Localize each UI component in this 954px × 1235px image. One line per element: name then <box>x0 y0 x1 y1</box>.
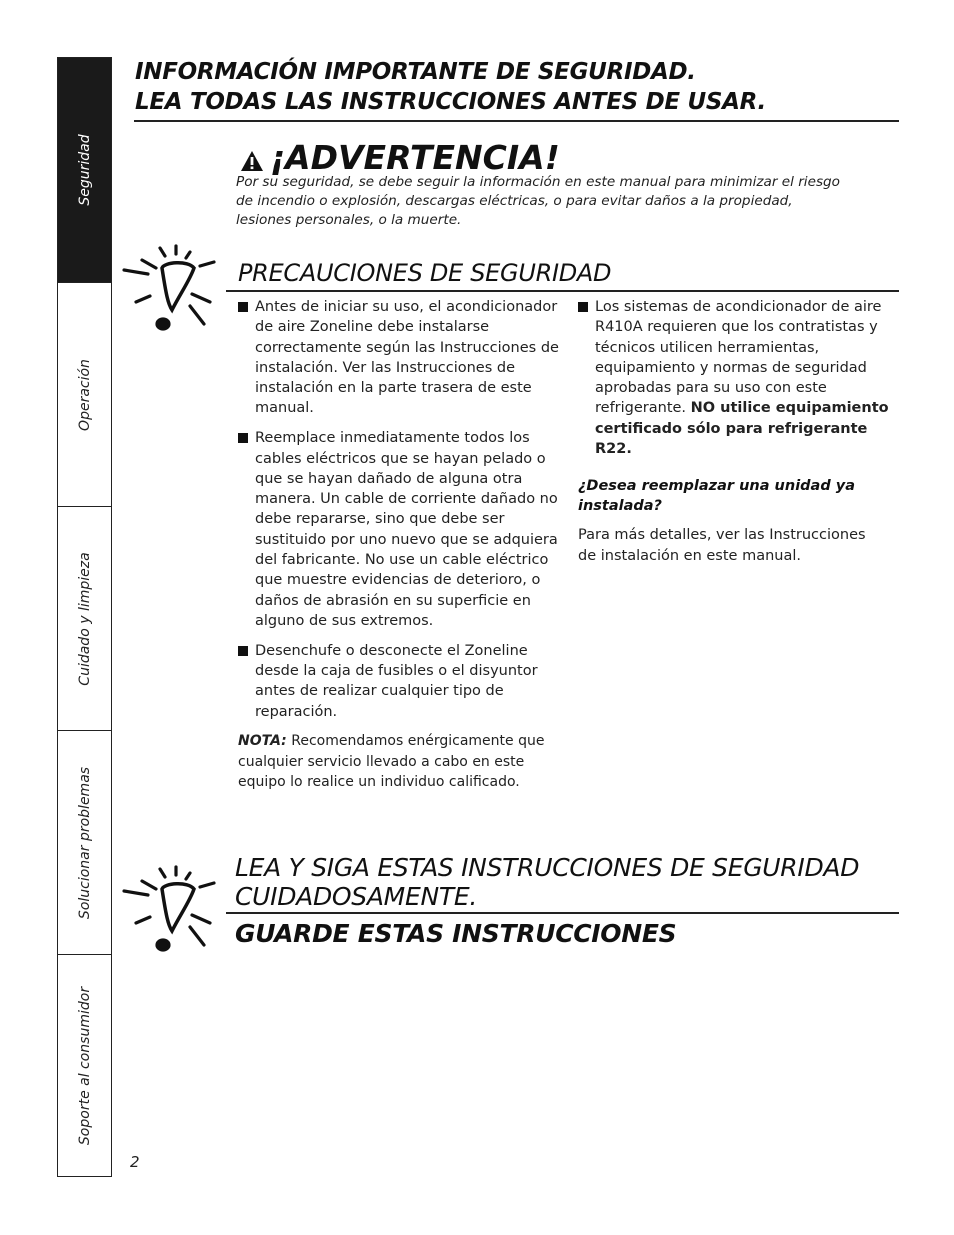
r410a-warning: NO utilice equipamiento certificado sólo para refrigerante R22. <box>595 400 889 458</box>
nota-text: Recomendamos enérgicamente que cualquier servicio llevado a cabo en este equipo lo realice un individuo calificado. <box>238 733 545 791</box>
warning-triangle-icon <box>240 150 264 172</box>
header-rule <box>134 120 899 122</box>
tab-solucionar[interactable] <box>58 731 111 955</box>
follow-instructions-heading <box>235 853 859 911</box>
follow-instructions-line-2: CUIDADOSAMENTE. <box>235 882 477 911</box>
precautions-title: PRECAUCIONES DE SEGURIDAD <box>238 259 612 287</box>
exclamation-burst-icon <box>120 863 220 955</box>
save-instructions: GUARDE ESTAS INSTRUCCIONES <box>235 919 677 948</box>
tab-seguridad-label: Seguridad <box>76 134 93 206</box>
page-header <box>135 57 835 117</box>
header-line-2: LEA TODAS LAS INSTRUCCIONES ANTES DE USAR. <box>135 89 766 115</box>
bullet-item: Antes de iniciar su uso, el acondicionador de aire Zoneline debe instalarse correctamente según las Instrucciones de instalación. Ver las Instrucciones de instalación en la parte trasera de este manual. <box>238 297 560 419</box>
r410a-text: Los sistemas de acondicionador de aire R410A requieren que los contratistas y técnicos utilicen herramientas, equipamiento y normas de seguridad aprobadas para su uso con este refrigerante. <box>595 299 882 417</box>
warning-title-text: ¡ADVERTENCIA! <box>270 138 560 177</box>
bullet-item: Desenchufe o desconecte el Zoneline desde la caja de fusibles o el disyuntor antes de realizar cualquier tipo de reparación. <box>238 641 560 722</box>
follow-instructions-rule <box>226 912 899 914</box>
tab-seguridad[interactable] <box>58 58 111 283</box>
side-tabs <box>57 57 112 1177</box>
tab-soporte[interactable] <box>58 955 111 1176</box>
replace-unit-answer: Para más detalles, ver las Instrucciones de instalación en este manual. <box>578 527 866 564</box>
tab-cuidado-label: Cuidado y limpieza <box>76 551 93 686</box>
precautions-left-column <box>238 297 560 792</box>
tab-operacion-label: Operación <box>76 358 93 431</box>
follow-instructions-line-1: LEA Y SIGA ESTAS INSTRUCCIONES DE SEGURIDAD <box>235 853 860 882</box>
precautions-rule <box>226 290 899 292</box>
warning-title <box>240 138 560 177</box>
page-number: 2 <box>130 1153 140 1171</box>
warning-text: Por su seguridad, se debe seguir la información en este manual para minimizar el riesgo de incendio o explosión, descargas eléctricas, o para evitar daños a la propiedad, lesiones personales, o la muerte. <box>236 174 840 228</box>
nota-label: NOTA: <box>238 733 287 750</box>
bullet-item <box>578 297 890 459</box>
tab-operacion[interactable] <box>58 283 111 507</box>
precautions-right-column <box>578 297 890 566</box>
tab-solucionar-label: Solucionar problemas <box>76 766 93 919</box>
tab-cuidado[interactable] <box>58 507 111 731</box>
header-line-1: INFORMACIÓN IMPORTANTE DE SEGURIDAD. <box>135 59 696 85</box>
exclamation-burst-icon <box>120 242 220 334</box>
nota-paragraph <box>238 731 560 792</box>
replace-unit-question: ¿Desea reemplazar una unidad ya instalada? <box>578 478 855 515</box>
bullet-item: Reemplace inmediatamente todos los cables eléctricos que se hayan pelado o que se hayan dañado de alguna otra manera. Un cable de corriente dañado no debe repararse, sino que debe ser sustituido por uno nuevo que se adquiera del fabricante. No use un cable eléctrico que muestre evidencias de deterioro, o daños de abrasión en su superficie en alguno de sus extremos. <box>238 428 560 631</box>
tab-soporte-label: Soporte al consumidor <box>76 986 93 1145</box>
